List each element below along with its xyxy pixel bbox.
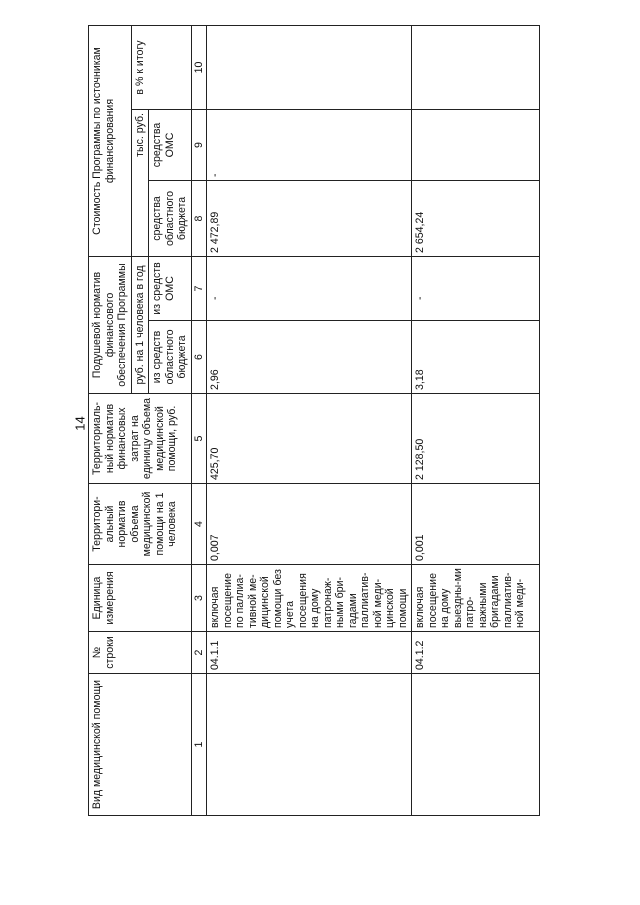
col-number: 1 — [191, 674, 207, 816]
header-program-cost-unit: тыс. руб. — [131, 110, 149, 257]
cell-percent — [412, 25, 540, 109]
header-cost-budget: средства областного бюджета — [149, 181, 192, 257]
col-number: 9 — [191, 110, 207, 181]
header-row-number: № строки — [89, 632, 192, 674]
col-number: 5 — [191, 394, 207, 484]
header-per-capita-budget: из средств областного бюджета — [149, 321, 192, 394]
col-number: 4 — [191, 484, 207, 565]
cell-row-number: 04.1.1 — [207, 632, 412, 674]
cell-cost-norm: 2 128,50 — [412, 394, 540, 484]
col-number: 10 — [191, 25, 207, 109]
cell-per-capita-budget: 2,96 — [207, 321, 412, 394]
rotated-page — [88, 0, 640, 905]
col-number: 7 — [191, 257, 207, 321]
cell-cost-budget: 2 654,24 — [412, 181, 540, 257]
cell-per-capita-oms: - — [207, 257, 412, 321]
cell-cost-budget: 2 472,89 — [207, 181, 412, 257]
header-percent: в % к итогу — [131, 25, 191, 109]
header-cost-norm: Территориаль-ный норматив финансовых затрат на единицу объема медицинской помощи, руб. — [89, 394, 192, 484]
cell-service-type — [207, 674, 412, 816]
cell-service-type — [412, 674, 540, 816]
table-row — [207, 25, 412, 815]
table-row — [412, 25, 540, 815]
header-program-cost: Стоимость Программы по источникам финансирования — [89, 25, 132, 256]
header-per-capita-oms: из средств ОМС — [149, 257, 192, 321]
cell-unit: включая посещение по паллиа-тивной ме-дицинской помощи без учета посещения на дому патронаж-ными бри-гадами паллиатив-ной меди-цинской помощи — [207, 565, 412, 632]
col-number: 6 — [191, 321, 207, 394]
cell-volume-norm: 0,001 — [412, 484, 540, 565]
cell-volume-norm: 0,007 — [207, 484, 412, 565]
cell-per-capita-oms: - — [412, 257, 540, 321]
col-number: 8 — [191, 181, 207, 257]
cell-cost-oms: - — [207, 110, 412, 181]
page-number: 14 — [72, 416, 88, 431]
header-per-capita-unit: руб. на 1 человека в год — [131, 257, 149, 394]
financing-table — [88, 25, 540, 816]
cell-cost-norm: 425,70 — [207, 394, 412, 484]
cell-cost-oms — [412, 110, 540, 181]
cell-percent — [207, 25, 412, 109]
table-container — [88, 26, 638, 816]
header-volume-norm: Территори-альный норматив объема медицинской помощи на 1 человека — [89, 484, 192, 565]
header-per-capita: Подушевой норматив финансового обеспечения Программы — [89, 257, 132, 394]
cell-per-capita-budget: 3,18 — [412, 321, 540, 394]
col-number: 3 — [191, 565, 207, 632]
cell-row-number: 04.1.2 — [412, 632, 540, 674]
header-service-type: Вид медицинской помощи — [89, 674, 192, 816]
header-cost-oms: средства ОМС — [149, 110, 192, 181]
header-unit: Единица измерения — [89, 565, 192, 632]
col-number: 2 — [191, 632, 207, 674]
cell-unit: включая посещение на дому выездны-ми патро-нажными бригадами паллиатив-ной меди- — [412, 565, 540, 632]
